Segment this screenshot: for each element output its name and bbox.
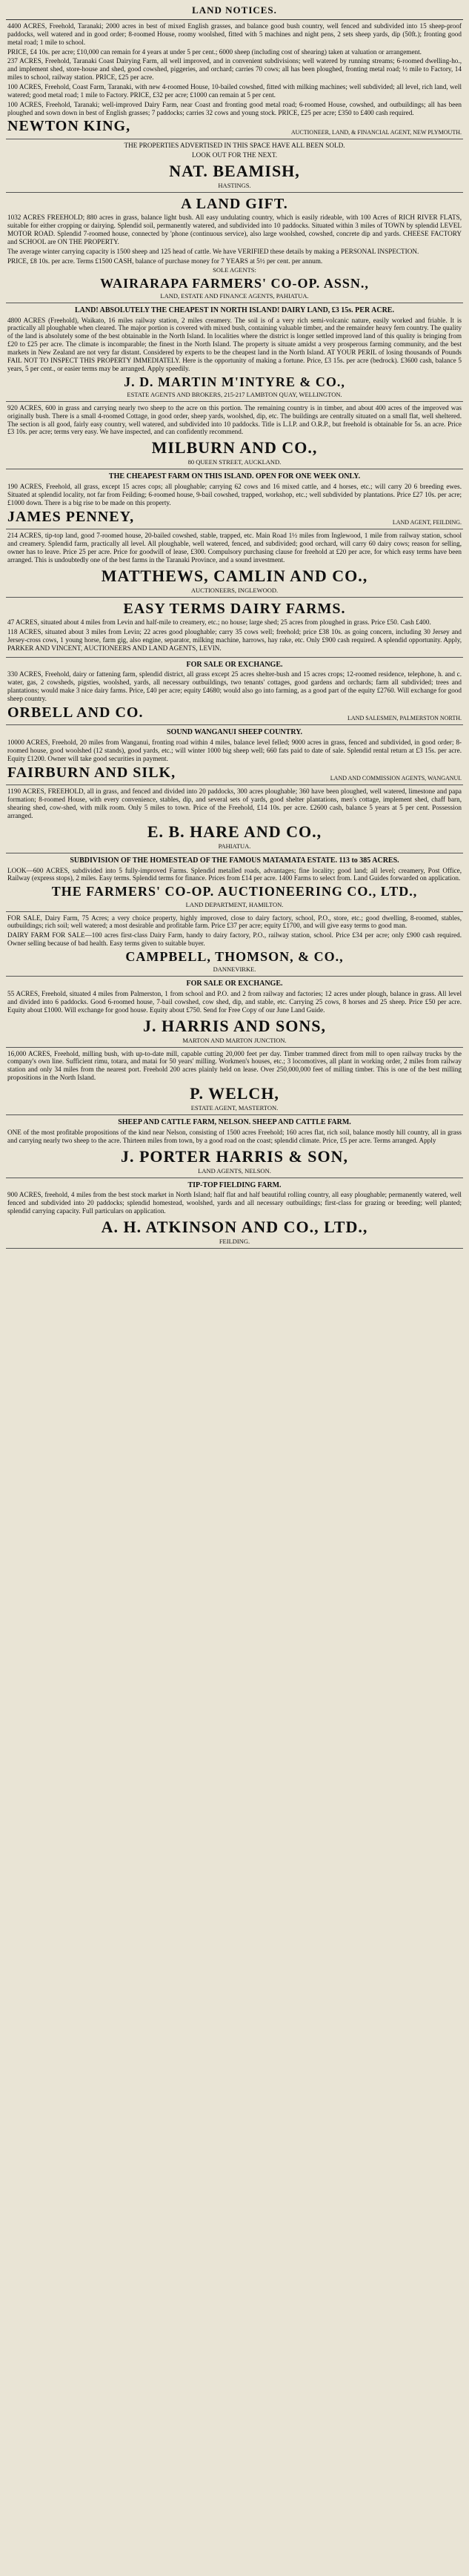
advertiser-name: E. B. HARE AND CO., <box>147 822 322 841</box>
ad-paragraph: DAIRY FARM FOR SALE—100 acres first-class Dairy Farm, handy to dairy factory, P.O., railway station, school. Price £34 per acre; only £900 cash required. Owner selling because of bad health. Easy terms given to suitable buyer. <box>7 931 462 948</box>
advertiser-address: 80 QUEEN STREET, AUCKLAND. <box>187 458 282 466</box>
advertiser-block <box>7 764 462 782</box>
advertiser-address: LAND AGENT, FEILDING. <box>392 518 462 526</box>
advertiser-name: MILBURN AND CO., <box>151 438 318 458</box>
advertiser-label: SOLE AGENTS: <box>213 266 256 274</box>
advertiser-address: HASTINGS. <box>218 181 251 189</box>
ad-title: THE CHEAPEST FARM ON THIS ISLAND. OPEN FOR ONE WEEK ONLY. <box>108 472 361 481</box>
ad-campbell-thomson <box>6 912 463 977</box>
advertiser-address: LAND AGENTS, NELSON. <box>198 1166 271 1175</box>
advertiser-name: NAT. BEAMISH, <box>169 161 300 180</box>
ad-paragraph: 237 ACRES, Freehold, Taranaki Coast Dairying Farm, all well improved, and in convenient subdivisions; well watered by running streams; 6-roomed dwelling-ho., and implement shed, store-house and shed, good cowshed, piggeries, and orchard; carries 70 cows; all has been ploughed, fronting metal road; ½ mile to Factory, 14 miles to school, railway station. PRICE, £25 per acre. <box>7 57 462 82</box>
ad-p-welch <box>6 1048 463 1115</box>
ad-cheapest-land <box>6 303 463 402</box>
ad-paragraph: The average winter carrying capacity is 1500 sheep and 125 head of cattle. We have VERIFIED these details by making a PERSONAL INSPECTION. <box>7 247 419 255</box>
ad-title: LAND! ABSOLUTELY THE CHEAPEST IN NORTH ISLAND! DAIRY LAND, £3 15s. PER ACRE. <box>75 306 394 314</box>
advertiser-name: ORBELL AND CO. <box>7 704 144 721</box>
advertiser-name: NEWTON KING, <box>7 118 131 135</box>
ad-milburn <box>6 402 463 469</box>
ad-paragraph: LOOK OUT FOR THE NEXT. <box>191 151 278 159</box>
ad-paragraph: 900 ACRES, freehold, 4 miles from the best stock market in North Island; half flat and half beautiful rolling country, all easy ploughable; permanently watered, well fenced and subdivided into 20 paddocks; splendid homestead, woolshed, yards and all necessary outbuildings; first-class for grazing or breeding; well planted; splendid carrying capacity. Full particulars on application. <box>7 1191 462 1215</box>
classified-column <box>6 0 463 1252</box>
advertiser-name: CAMPBELL, THOMSON, & CO., <box>125 949 344 965</box>
ad-title: A LAND GIFT. <box>181 195 288 212</box>
ad-paragraph: 55 ACRES, Freehold, situated 4 miles from Palmerston, 1 from school and P.O. and 2 from railway and factories; 12 acres under plough, balance in grass. All level and divided into 6 paddocks. Good 6-roomed house, 7-bail cowshed, cow shed, dip, and stable, etc. Carrying 25 cows, 8 horses and 25 sheep. Price £50 per acre. Equity about £1000. Will exchange for good house. Equity about £750. Send for Free Copy of our June Land Guide. <box>7 990 462 1014</box>
advertiser-block <box>7 509 462 526</box>
ad-title: FOR SALE OR EXCHANGE. <box>186 660 283 669</box>
advertiser-block <box>7 118 462 136</box>
ad-paragraph: 1032 ACRES FREEHOLD; 880 acres in grass, balance light bush. All easy undulating country, which is easily rideable, with 100 Acres of RICH RIVER FLATS, suitable for either cropping or dairying. Splendid soil, permanently watered, and subdivided into 10 paddocks. Situated within 3 miles of TOWN by splendid LEVEL MOTOR ROAD. Splendid 7-roomed house, connected by 'phone (continuous service), also large woolshed, cowshed, concrete dip and yards. CHEESE FACTORY and SCHOOL are ON THE PROPERTY. <box>7 214 462 245</box>
advertiser-name: MATTHEWS, CAMLIN AND CO., <box>101 566 368 585</box>
ad-paragraph: PRICE, £8 10s. per acre. Terms £1500 CASH, balance of purchase money for 7 YEARS at 5½ per cent. per annum. <box>7 257 323 265</box>
advertiser-address: AUCTIONEER, LAND, & FINANCIAL AGENT, NEW PLYMOUTH. <box>290 128 462 136</box>
ad-paragraph: 4400 ACRES, Freehold, Taranaki; 2000 acres in best of mixed English grasses, and balance good bush country, well fenced and subdivided into 15 sheep-proof paddocks, well watered and in good order; 8-roomed House, roomy woolshed, fitted with 5 machines and night pens, 2 sets sheep yards, dip (50ft.); fronting good metal road; 1 mile to school. <box>7 22 462 46</box>
ad-nat-beamish <box>6 139 463 193</box>
advertiser-address: MARTON AND MARTON JUNCTION. <box>182 1036 287 1044</box>
ad-title: SUBDIVISION OF THE HOMESTEAD OF THE FAMOUS MATAMATA ESTATE. 113 to 385 ACRES. <box>70 856 399 865</box>
ad-porter-harris <box>6 1115 463 1178</box>
advertiser-name: FAIRBURN AND SILK, <box>7 764 176 781</box>
ad-paragraph: 190 ACRES, Freehold, all grass, except 15 acres cops; all ploughable; carrying 62 cows and 16 mixed cattle, and 4 horses, etc.; will carry 20 6 breeding ewes. Situated at splendid locality, not far from Feilding; 6-roomed house, 9-bail cowshed, trapped, workshop, etc.; well subdivided by plantations. Price £27 10s. per acre; £1000 down. There is a big rise to be made on this property. <box>7 483 462 506</box>
ad-paragraph: 118 ACRES, situated about 3 miles from Levin; 22 acres good ploughable; carry 35 cows well; freehold; price £38 10s. as going concern, including 30 Jersey and Jersey-cross cows, 1 young horse, farm gig, also engine, separator, milking machine, harrows, hay rake, etc. Only £900 cash required. A splendid opportunity. Apply, PARKER AND VINCENT, AUCTIONEERS AND LAND AGENTS, LEVIN. <box>7 628 462 652</box>
advertiser-address: LAND DEPARTMENT, HAMILTON. <box>185 900 284 908</box>
ad-paragraph: 100 ACRES, Freehold, Coast Farm, Taranaki, with new 4-roomed House, 10-bailed cowshed, fitted with milking machines; well subdivided; all level, rich land, well watered; good metal road; 1 mile to Factory. PRICE, £32 per acre; £1000 can remain at 5 per cent. <box>7 83 462 99</box>
ad-title: SOUND WANGANUI SHEEP COUNTRY. <box>166 728 303 737</box>
ad-title: FOR SALE OR EXCHANGE. <box>186 980 283 988</box>
ad-fairburn-silk <box>6 725 463 785</box>
advertiser-address: DANNEVIRKE. <box>213 965 256 974</box>
ad-paragraph: 4800 ACRES (Freehold), Waikato, 16 miles railway station, 2 miles creamery. The soil is of a very rich semi-volcanic nature, easily worked and friable. It is practically all ploughable when cleared. The major portion is covered with mixed bush, containing valuable timber, and the remainder heavy fern country. The quality of the land is absolutely some of the best obtainable in the North Island. In localities where the district is longer settled improved land of this quality is bringing from £20 to £25 per acre. The climate is incomparable; the finest in the North Island. The property is situate amidst a very prosperous farming community, and the best markets in New Zealand are not very far distant. Considered by experts to be the cheapest land in the North Island. AT YOUR PERIL of losing thousands of Pounds FAIL NOT TO INSPECT THIS PROPERTY IMMEDIATELY. Here is the opportunity of making a fortune. Price, £3 15s. per acre (bedrock). £3600 cash, balance 5 years, 5 per cent., or easier terms may be arranged. Apply speedily. <box>7 316 462 372</box>
advertiser-address: LAND AND COMMISSION AGENTS, WANGANUI. <box>330 774 462 782</box>
advertiser-address: LAND, ESTATE AND FINANCE AGENTS, PAHIATUA. <box>160 291 309 300</box>
ad-title: EASY TERMS DAIRY FARMS. <box>123 600 346 617</box>
advertiser-address: LAND SALESMEN, PALMERSTON NORTH. <box>347 715 462 722</box>
advertiser-address: ESTATE AGENT, MASTERTON. <box>190 1104 279 1112</box>
ad-paragraph: 100 ACRES, Freehold, Taranaki; well-improved Dairy Farm, near Coast and fronting good metal road; 6-roomed House, cowshed, and outbuildings; all has been ploughed and sown down in best of English grasses; 7 paddocks; carries 32 cows and young stock. PRICE, £25 per acre; £350 to £400 cash required. <box>7 100 462 116</box>
ad-paragraph: 920 ACRES, 600 in grass and carrying nearly two sheep to the acre on this portion. The remaining country is in timber, and about 400 acres of the improved was originally bush. There is a small 4-roomed Cottage, in good order, sheep yards, woolshed, dip, etc. The buildings are centrally situated on a small flat, well sheltered. The section is all good, fairly easy country, well watered, and subdivided into 10 paddocks. Title is L.I.P. and O.R.P., but freehold is obtainable for 5s. an acre. Price £3 10s. per acre; terms very easy. We have inspected, and can confidently recommend. <box>7 403 462 436</box>
advertiser-name: WAIRARAPA FARMERS' CO-OP. ASSN., <box>100 275 369 291</box>
ad-paragraph: THE PROPERTIES ADVERTISED IN THIS SPACE HAVE ALL BEEN SOLD. <box>124 142 345 150</box>
advertiser-address: ESTATE AGENTS AND BROKERS, 215-217 LAMBTON QUAY, WELLINGTON. <box>127 390 342 398</box>
ad-paragraph: 330 ACRES, Freehold, dairy or fattening farm, splendid district, all grass except 25 acres shelter-bush and 15 acres crops; 12-roomed residence, telephone, h. and c. water, gas, 2 cowsheds, pigsties, woolshed, yards, all necessary outbuildings, two tenants' cottages, good gardens and orchards; farm all subdivided; trees and plantations; would make 3 nice dairy farms. Price, £40 per acre; equity £4680; would also go into farming, as a good part of the equity £2760. Will exchange for good sheep country. <box>7 670 462 702</box>
ad-easy-terms <box>6 598 463 658</box>
ad-orbell <box>6 658 463 726</box>
advertiser-name: THE FARMERS' CO-OP. AUCTIONEERING CO., LTD., <box>51 884 418 899</box>
ad-matthews-camlin <box>6 529 463 597</box>
ad-paragraph: PRICE, £4 10s. per acre; £10,000 can remain for 4 years at under 5 per cent.; 6000 sheep (including cost of shearing) taken at valuation or arrangement. <box>7 47 422 56</box>
ad-land-gift <box>6 193 463 303</box>
ad-eb-hare <box>6 785 463 853</box>
ad-paragraph: ONE of the most profitable propositions of the kind near Nelson, consisting of 1500 acres Freehold; 160 acres flat, rich soil, balance mostly hill country, all in grass and carrying nearly two sheep to the acre. Thirteen miles from town, by a good road on the coast; splendid climate. Price, £5 per acre. Terms arranged. Apply <box>7 1128 462 1144</box>
ad-newton-king <box>6 20 463 139</box>
advertiser-name: J. PORTER HARRIS & SON, <box>120 1146 349 1166</box>
advertiser-name: J. HARRIS AND SONS, <box>143 1016 326 1035</box>
advertiser-name: P. WELCH, <box>190 1084 279 1103</box>
ad-paragraph: 1190 ACRES, FREEHOLD, all in grass, and fenced and divided into 20 paddocks, 300 acres ploughable; 360 have been ploughed, well watered, limestone and papa formation; 8-roomed House, with every convenience, stables, dip, and several sets of yards, good shelter plantations, men's cottage, implement shed, chaff barn, shearing shed, cow-shed, with milk room. Only 5 miles to town. Price of the Freehold, £14 10s. per acre. £2600 cash, balance 5 years at 5 per cent. Possession arranged. <box>7 787 462 819</box>
ad-matamata <box>6 853 463 912</box>
advertiser-address: AUCTIONEERS, INGLEWOOD. <box>190 586 279 594</box>
ad-paragraph: FOR SALE, Dairy Farm, 75 Acres; a very choice property, highly improved, close to dairy factory, school, P.O., store, etc.; good dwelling, 8-roomed, stables, outbuildings; rich soil; well watered; a most desirable and profitable farm. Price £37 per acre; equity £1700, and will give easy terms to good man. <box>7 914 462 930</box>
ad-paragraph: 47 ACRES, situated about 4 miles from Levin and half-mile to creamery, etc.; no house; large shed; 25 acres from ploughed in grass. Price £50. Cash £400. <box>7 618 431 627</box>
ad-j-harris <box>6 977 463 1047</box>
ad-title: TIP-TOP FIELDING FARM. <box>187 1180 282 1189</box>
advertiser-name: JAMES PENNEY, <box>7 508 135 525</box>
ad-paragraph: LOOK—600 ACRES, subdivided into 5 fully-improved Farms. Splendid metalled roads, advantages; fine locality; good land; all level; creamery, Post Office, Railway (express stops), 2 miles. Easy terms. Splendid terms for finance. Prices from £14 per acre. 1400 Farms to select from. Land Guides forwarded on application. <box>7 866 462 882</box>
advertiser-address: FEILDING. <box>219 1237 250 1245</box>
ad-paragraph: 10000 ACRES, Freehold, 20 miles from Wanganui, fronting road within 4 miles, balance level felled; 9000 acres in grass, fenced and subdivided, in good order; 8-roomed house, good woolshed (12 stands), good yards, etc.; will winter 1000 big sheep well; 660 fats paid to date of sale. Splendid rental return at £3 15s. per acre. Equity £1200. Owner will take good securities in payment. <box>7 739 462 762</box>
advertiser-address: PAHIATUA. <box>218 842 251 850</box>
advertiser-name: J. D. MARTIN M'INTYRE & CO., <box>124 374 345 389</box>
ad-james-penney <box>6 469 463 529</box>
ad-atkinson <box>6 1178 463 1249</box>
ad-title: SHEEP AND CATTLE FARM, NELSON. SHEEP AND CATTLE FARM. <box>118 1118 351 1127</box>
ad-paragraph: 16,000 ACRES, Freehold, milling bush, with up-to-date mill, capable cutting 20,000 feet per day. Timber trammed direct from mill to open railway trucks by the company's own line. Sufficient rimu, totara, and matai for 50 years' milling. Workmen's houses, etc.; 3 locomotives, all plant in working order, 2 miles from railway station and only 34 miles from the nearest port. Freehold 200 acres plainly held on lease. Over 250,000,000 feet of milling timber. This is one of the best milling propositions in the North Island. <box>7 1049 462 1082</box>
advertiser-name: A. H. ATKINSON AND CO., LTD., <box>101 1217 368 1236</box>
ad-paragraph: 214 ACRES, tip-top land, good 7-roomed house, 20-bailed cowshed, stable, trapped, etc. Main Road 1½ miles from Inglewood, 1 mile from railway station, school and creamery. Splendid farm, practically all level. All ploughable, well watered, fenced, and subdivided; good orchard, will carry 60 dairy cows; reason for selling, owner has to leave. Price 25 per acre. Price for goodwill of lease, £300. Compulsory purchasing clause for freehold at £20 per acre, for which easy terms have been arranged. This is undoubtedly one of the best farms in the Taranaki Province, and a sound investment. <box>7 532 462 564</box>
section-header: LAND NOTICES. <box>6 3 463 20</box>
advertiser-block <box>7 704 462 722</box>
